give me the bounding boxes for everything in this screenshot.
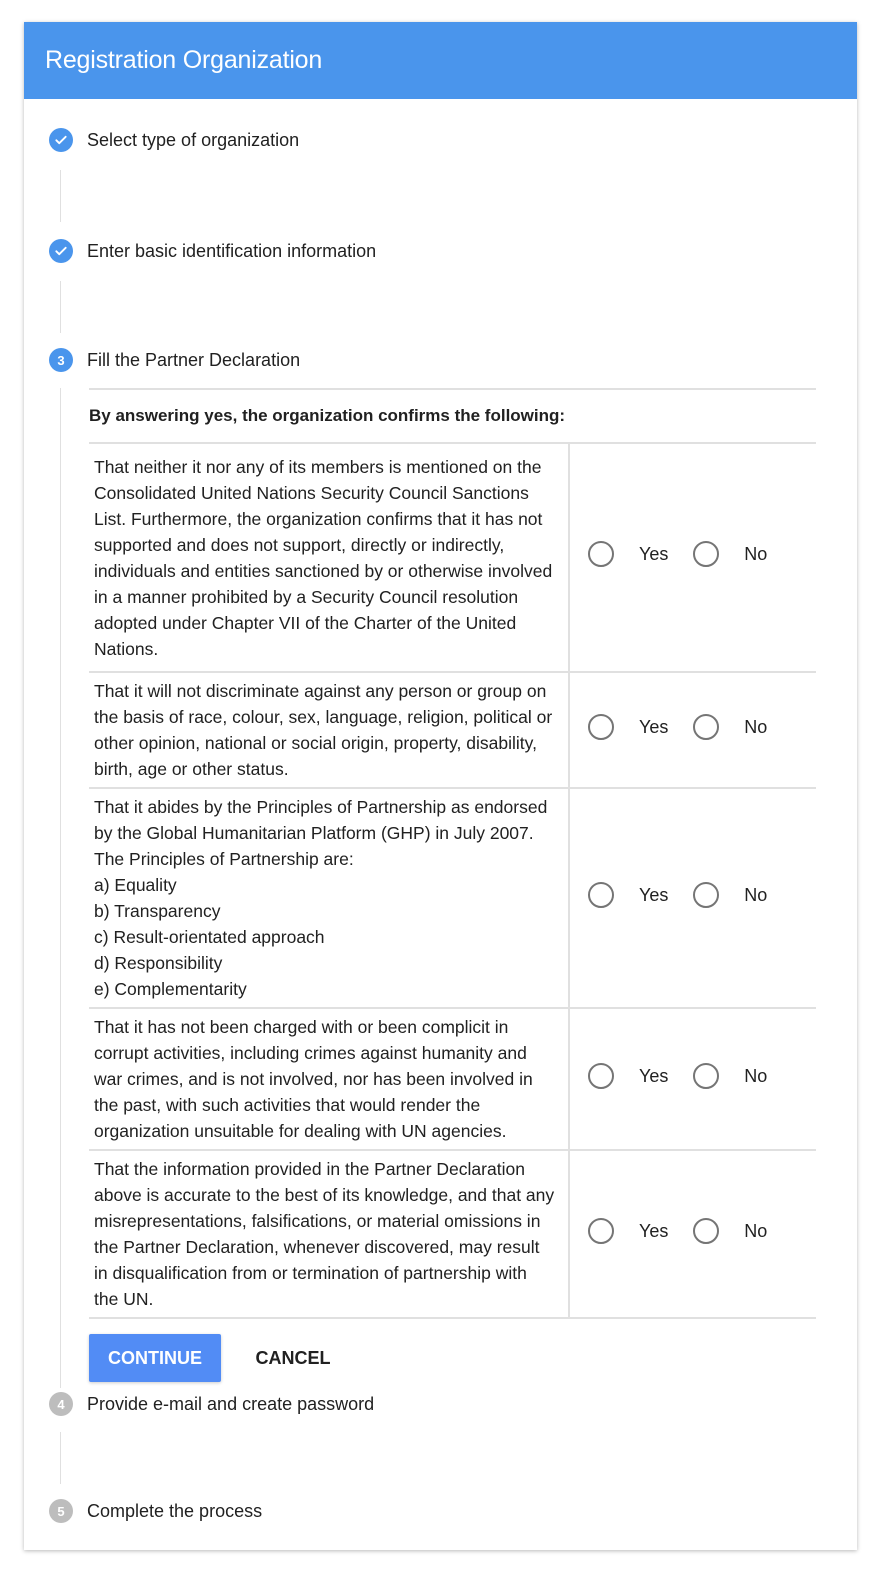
step-actions (89, 1334, 816, 1382)
radio-button[interactable] (693, 541, 719, 567)
declaration-content (89, 388, 816, 1382)
step-connector (60, 388, 61, 1388)
declaration-text: That neither it nor any of its members is mentioned on the Consolidated United Nations Security Council Sanctions List. Furthermore, the organization confirms that it has not supported and does not support, directly or indirectly, individuals and entities sanctioned by or otherwise involved in a manner prohibited by a Security Council resolution adopted under Chapter VII of the Charter of the United Nations. (89, 444, 569, 672)
declaration-row (89, 1150, 816, 1318)
header (24, 22, 857, 99)
answer-options (569, 788, 816, 1008)
yes-option[interactable]: Yes (588, 1218, 668, 1244)
check-circle-icon (49, 239, 73, 263)
cancel-button[interactable]: CANCEL (243, 1334, 343, 1382)
step-4[interactable] (49, 1392, 374, 1416)
answer-options (569, 1150, 816, 1318)
yes-option[interactable]: Yes (588, 882, 668, 908)
answer-options (569, 444, 816, 672)
no-option[interactable]: No (693, 882, 767, 908)
radio-button[interactable] (588, 714, 614, 740)
step-2[interactable] (49, 239, 376, 263)
principle-item: a) Equality (94, 875, 177, 895)
step-1[interactable] (49, 128, 299, 152)
step-label: Select type of organization (87, 129, 300, 150)
declaration-text: That it abides by the Principles of Partnership as endorsed by the Global Humanitarian Platform (GHP) in July 2007. The Principles of Partnership are: a) Equality b) Transparency c) Result-orientated approach d) Responsibility e) Complementarity (89, 788, 569, 1008)
yes-option[interactable]: Yes (588, 714, 668, 740)
registration-card (24, 22, 857, 1550)
check-circle-icon (49, 128, 73, 152)
declaration-text: That it will not discriminate against any person or group on the basis of race, colour, sex, language, religion, political or other opinion, national or social origin, property, disability, birth, age or other status. (89, 672, 569, 788)
no-option[interactable]: No (693, 714, 767, 740)
declaration-table (89, 444, 816, 1319)
principle-item: e) Complementarity (94, 979, 247, 999)
step-connector (60, 281, 61, 333)
yes-option[interactable]: Yes (588, 1063, 668, 1089)
principle-item: b) Transparency (94, 901, 221, 921)
continue-button[interactable]: CONTINUE (89, 1334, 221, 1382)
step-connector (60, 1432, 61, 1484)
step-number-icon: 5 (49, 1499, 73, 1523)
radio-button[interactable] (693, 882, 719, 908)
radio-button[interactable] (588, 1063, 614, 1089)
step-connector (60, 170, 61, 222)
declaration-row (89, 444, 816, 672)
no-option[interactable]: No (693, 1218, 767, 1244)
no-option[interactable]: No (693, 541, 767, 567)
radio-button[interactable] (693, 1218, 719, 1244)
step-3[interactable] (49, 348, 300, 372)
no-option[interactable]: No (693, 1063, 767, 1089)
declaration-row (89, 672, 816, 788)
answer-options (569, 1008, 816, 1150)
step-label: Enter basic identification information (87, 240, 377, 261)
declaration-intro: By answering yes, the organization confirms the following: (89, 406, 566, 425)
step-label: Provide e-mail and create password (87, 1393, 375, 1414)
step-label: Fill the Partner Declaration (87, 349, 301, 370)
step-number-icon: 4 (49, 1392, 73, 1416)
radio-button[interactable] (588, 541, 614, 567)
principle-item: d) Responsibility (94, 953, 223, 973)
step-5[interactable] (49, 1499, 262, 1523)
answer-options (569, 672, 816, 788)
yes-option[interactable]: Yes (588, 541, 668, 567)
declaration-row (89, 788, 816, 1008)
declaration-row (89, 1008, 816, 1150)
radio-button[interactable] (588, 882, 614, 908)
radio-button[interactable] (693, 1063, 719, 1089)
radio-button[interactable] (693, 714, 719, 740)
declaration-text: That the information provided in the Partner Declaration above is accurate to the best of its knowledge, and that any misrepresentations, falsifications, or material omissions in the Partner Declaration, whenever discovered, may result in disqualification from or termination of partnership with the UN. (89, 1150, 569, 1318)
step-label: Complete the process (87, 1500, 263, 1521)
page-title: Registration Organization (45, 46, 323, 74)
declaration-text: That it has not been charged with or been complicit in corrupt activities, including crimes against humanity and war crimes, and is not involved, nor has been involved in the past, with such activities that would render the organization unsuitable for dealing with UN agencies. (89, 1008, 569, 1150)
principle-item: c) Result-orientated approach (94, 927, 325, 947)
radio-button[interactable] (588, 1218, 614, 1244)
step-number-icon: 3 (49, 348, 73, 372)
